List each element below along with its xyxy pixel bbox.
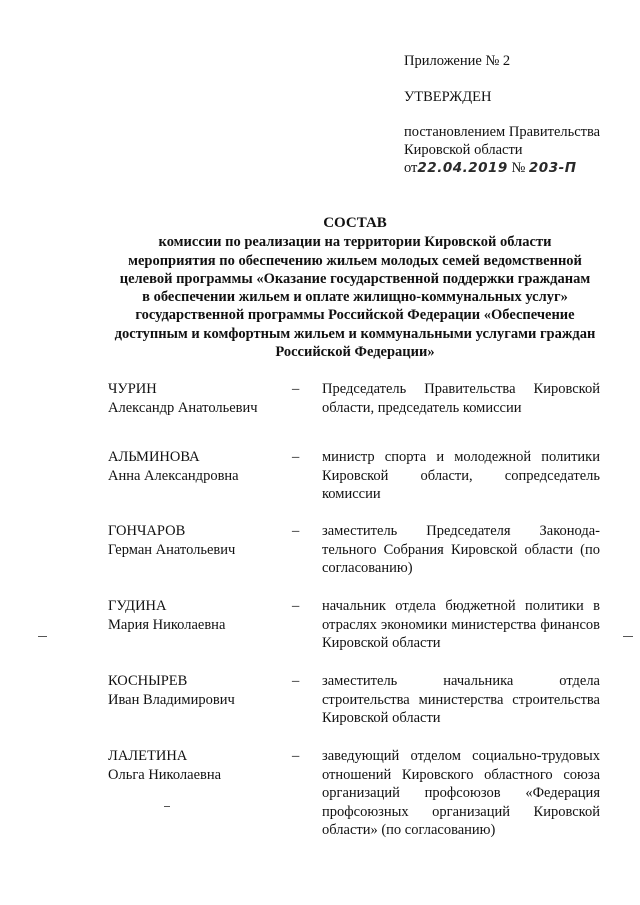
- approval-block: [404, 52, 634, 177]
- member-dash: –: [292, 598, 300, 614]
- title-line: доступным и комфортным жильем и коммунальными услугами граждан: [114, 325, 596, 342]
- member-surname: ЛАЛЕТИНА: [108, 748, 188, 764]
- scan-mark: [38, 636, 47, 637]
- member-role: Председатель Правительства Кировской области, председатель комиссии: [322, 381, 600, 416]
- member-name: [108, 522, 292, 559]
- scan-mark: [164, 806, 170, 807]
- member-dash: –: [292, 449, 300, 465]
- title-line: в обеспечении жильем и оплате жилищно-коммунальных услуг»: [142, 289, 568, 306]
- members-list: [108, 380, 600, 840]
- member-row: [108, 380, 600, 448]
- date-prefix: от: [404, 160, 418, 176]
- title-line: целевой программы «Оказание государственной поддержки гражданам: [119, 270, 591, 287]
- member-row: [108, 747, 600, 840]
- resolution-line-2: Кировской области: [404, 142, 523, 158]
- member-surname: ГУДИНА: [108, 598, 167, 614]
- member-surname: ГОНЧАРОВ: [108, 523, 186, 539]
- member-given-name: Анна Александровна: [108, 467, 239, 484]
- scan-mark: [623, 636, 633, 637]
- title-line: государственной программы Российской Федерации «Обеспечение: [135, 307, 575, 324]
- member-role: начальник отдела бюджетной политики в отраслях экономики министерства финансов Кировской области: [322, 598, 600, 651]
- member-given-name: Александр Анатольевич: [108, 399, 258, 416]
- title-line: мероприятия по обеспечению жильем молодых семей ведомственной: [128, 252, 582, 269]
- resolution-line-1: постановлением Правительства: [404, 124, 601, 140]
- member-role: заведующий отделом социально-трудовых отношений Кировского областного союза организаций профсоюзов «Федерация профсоюзных организаций Кировской области» (по согласованию): [322, 748, 600, 838]
- member-role: заместитель начальника отдела строительства министерства строительства Кировской области: [322, 673, 600, 726]
- member-row: [108, 672, 600, 747]
- member-dash: –: [292, 673, 300, 689]
- member-row: [108, 448, 600, 522]
- member-dash: –: [292, 381, 300, 397]
- member-surname: КОСНЫРЕВ: [108, 673, 188, 689]
- appendix-label: Приложение № 2: [404, 53, 511, 69]
- title-line: Российской Федерации»: [275, 344, 435, 361]
- member-role: министр спорта и молодежной политики Кировской области, сопредседатель комиссии: [322, 449, 600, 502]
- member-dash: –: [292, 748, 300, 764]
- member-surname: АЛЬМИНОВА: [108, 449, 200, 465]
- member-row: [108, 522, 600, 597]
- member-name: [108, 380, 292, 417]
- member-given-name: Ольга Николаевна: [108, 766, 222, 783]
- approved-label: УТВЕРЖДЕН: [404, 89, 492, 105]
- member-name: [108, 747, 292, 784]
- document-title: [105, 214, 605, 361]
- title-heading: СОСТАВ: [323, 215, 387, 231]
- member-given-name: Мария Николаевна: [108, 616, 226, 633]
- member-given-name: Герман Анатольевич: [108, 541, 236, 558]
- handwritten-date: 22.04.2019: [417, 160, 508, 176]
- member-name: [108, 448, 292, 485]
- member-name: [108, 597, 292, 634]
- member-surname: ЧУРИН: [108, 381, 157, 397]
- resolution-date-line: [404, 159, 634, 177]
- member-role: заместитель Председателя Законода-тельного Собрания Кировской области (по согласованию): [322, 523, 600, 576]
- number-prefix: №: [511, 160, 526, 176]
- member-name: [108, 672, 292, 709]
- title-line: комиссии по реализации на территории Кировской области: [158, 234, 552, 251]
- member-given-name: Иван Владимирович: [108, 691, 235, 708]
- member-dash: –: [292, 523, 300, 539]
- handwritten-number: 203-П: [528, 160, 577, 176]
- member-row: [108, 597, 600, 672]
